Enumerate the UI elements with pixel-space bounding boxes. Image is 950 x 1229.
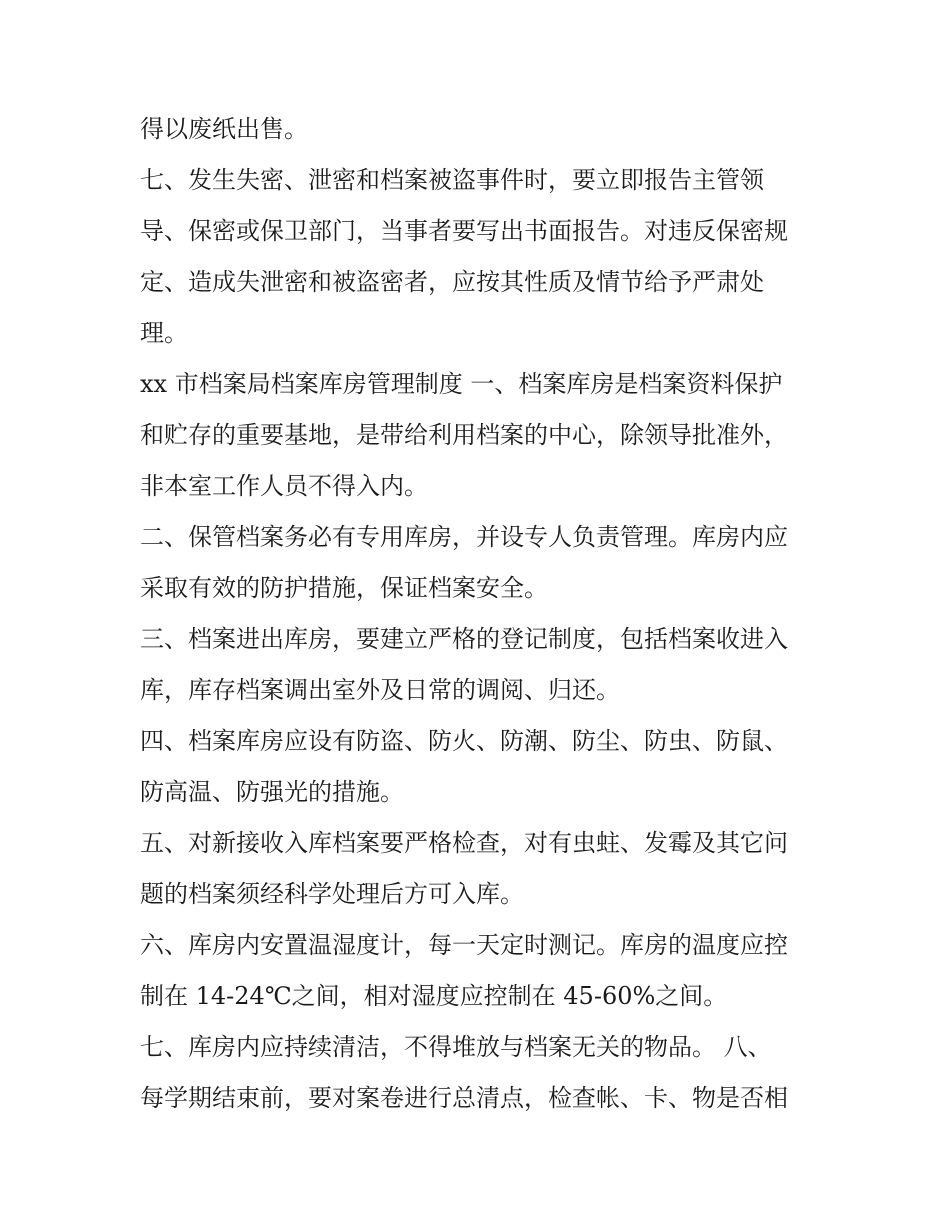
text-line: 导、保密或保卫部门，当事者要写出书面报告。对违反保密规: [140, 217, 788, 245]
text-line: 制在 14-24℃之间，相对湿度应控制在 45-60%之间。: [140, 982, 728, 1010]
text-line: 防高温、防强光的措施。: [140, 778, 404, 806]
text-line: 定、造成失泄密和被盗密者，应按其性质及情节给予严肃处: [140, 268, 764, 296]
text-line: 非本室工作人员不得入内。: [140, 472, 428, 500]
text-line: 六、库房内安置温湿度计，每一天定时测记。库房的温度应控: [140, 931, 788, 959]
text-line: 每学期结束前，要对案卷进行总清点，检查帐、卡、物是否相: [140, 1084, 788, 1112]
text-line: 三、档案进出库房，要建立严格的登记制度，包括档案收进入: [140, 625, 788, 653]
text-line: 七、发生失密、泄密和档案被盗事件时，要立即报告主管领: [140, 166, 764, 194]
document-body: [140, 104, 820, 1124]
text-line: 二、保管档案务必有专用库房，并设专人负责管理。库房内应: [140, 523, 788, 551]
text-line: 四、档案库房应设有防盗、防火、防潮、防尘、防虫、防鼠、: [140, 727, 788, 755]
text-line: 五、对新接收入库档案要严格检查，对有虫蛀、发霉及其它问: [140, 829, 788, 857]
text-line: 库，库存档案调出室外及日常的调阅、归还。: [140, 676, 620, 704]
text-line: 和贮存的重要基地，是带给利用档案的中心，除领导批准外，: [140, 421, 788, 449]
text-line: 题的档案须经科学处理后方可入库。: [140, 880, 524, 908]
text-line: 采取有效的防护措施，保证档案安全。: [140, 574, 548, 602]
text-line: 得以废纸出售。: [140, 115, 308, 143]
text-line: 七、库房内应持续清洁，不得堆放与档案无关的物品。 八、: [140, 1033, 772, 1061]
text-line: xx 市档案局档案库房管理制度 一、档案库房是档案资料保护: [140, 370, 783, 398]
text-line: 理。: [140, 319, 188, 347]
